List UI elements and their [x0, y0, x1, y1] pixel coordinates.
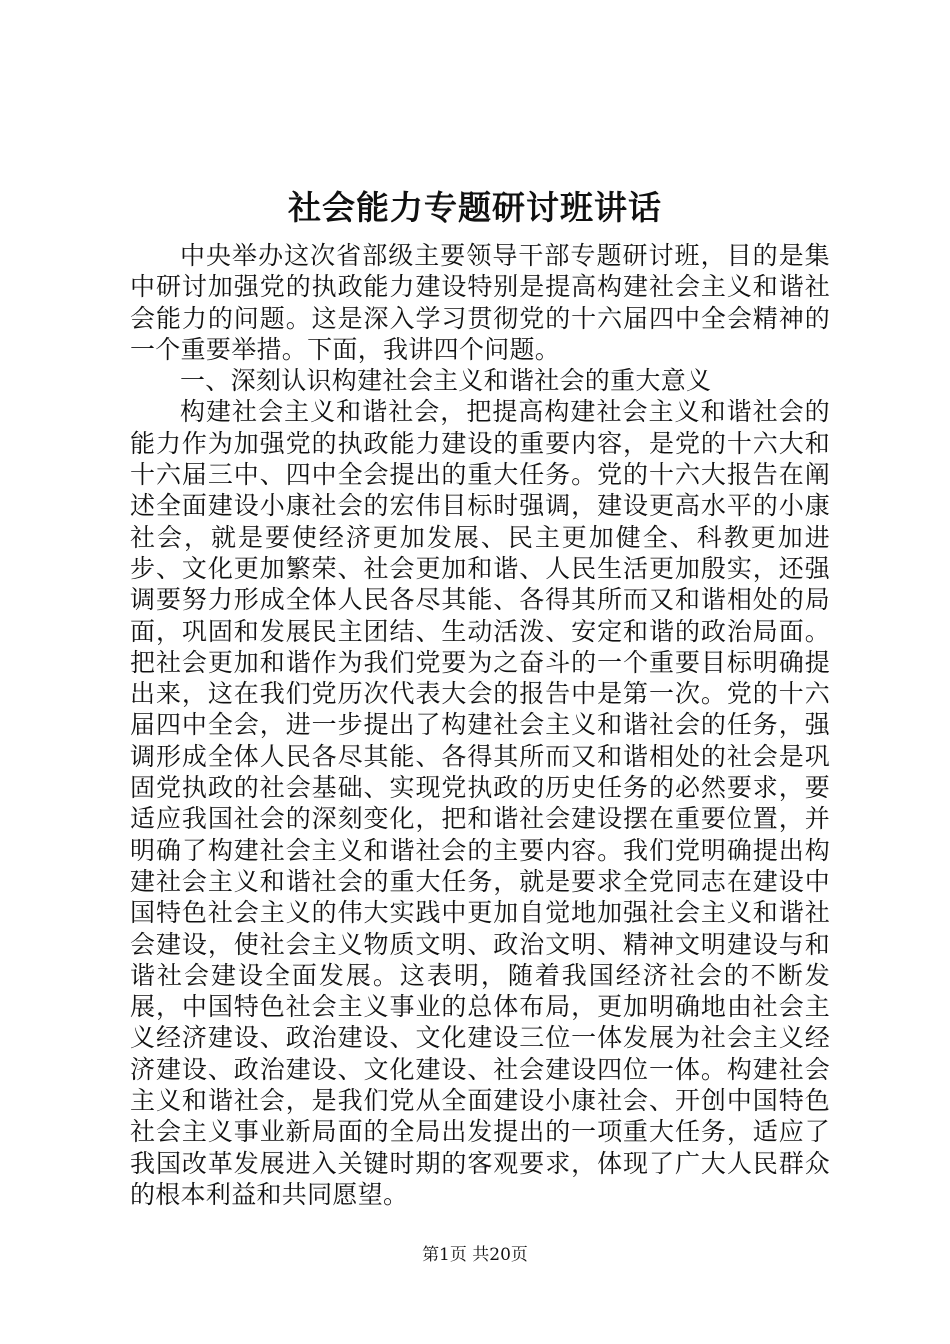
document-title: 社会能力专题研讨班讲话 [288, 188, 662, 227]
intro-paragraph: 中央举办这次省部级主要领导干部专题研讨班，目的是集中研讨加强党的执政能力建设特别是提高构建社会主义和谐社会能力的问题。这是深入学习贯彻党的十六届四中全会精神的一个重要举措。下面，我讲四个问题。 [130, 241, 830, 364]
section-heading: 一、深刻认识构建社会主义和谐社会的重大意义 [180, 366, 712, 396]
page-number-footer: 第1页 共20页 [422, 1245, 528, 1265]
document-body [130, 240, 830, 1210]
body-paragraph: 构建社会主义和谐社会，把提高构建社会主义和谐社会的能力作为加强党的执政能力建设的重要内容，是党的十六大和十六届三中、四中全会提出的重大任务。党的十六大报告在阐述全面建设小康社会的宏伟目标时强调，建设更高水平的小康社会，就是要使经济更加发展、民主更加健全、科教更加进步、文化更加繁荣、社会更加和谐、人民生活更加殷实，还强调要努力形成全体人民各尽其能、各得其所而又和谐相处的局面，巩固和发展民主团结、生动活泼、安定和谐的政治局面。把社会更加和谐作为我们党要为之奋斗的一个重要目标明确提出来，这在我们党历次代表大会的报告中是第一次。党的十六届四中全会，进一步提出了构建社会主义和谐社会的任务，强调形成全体人民各尽其能、各得其所而又和谐相处的社会是巩固党执政的社会基础、实现党执政的历史任务的必然要求，要适应我国社会的深刻变化，把和谐社会建设摆在重要位置，并明确了构建社会主义和谐社会的主要内容。我们党明确提出构建社会主义和谐社会的重大任务，就是要求全党同志在建设中国特色社会主义的伟大实践中更加自觉地加强社会主义和谐社会建设，使社会主义物质文明、政治文明、精神文明建设与和谐社会建设全面发展。这表明，随着我国经济社会的不断发展，中国特色社会主义事业的总体布局，更加明确地由社会主义经济建设、政治建设、文化建设三位一体发展为社会主义经济建设、政治建设、文化建设、社会建设四位一体。构建社会主义和谐社会，是我们党从全面建设小康社会、开创中国特色社会主义事业新局面的全局出发提出的一项重大任务，适应了我国改革发展进入关键时期的客观要求，体现了广大人民群众的根本利益和共同愿望。 [130, 397, 830, 1209]
